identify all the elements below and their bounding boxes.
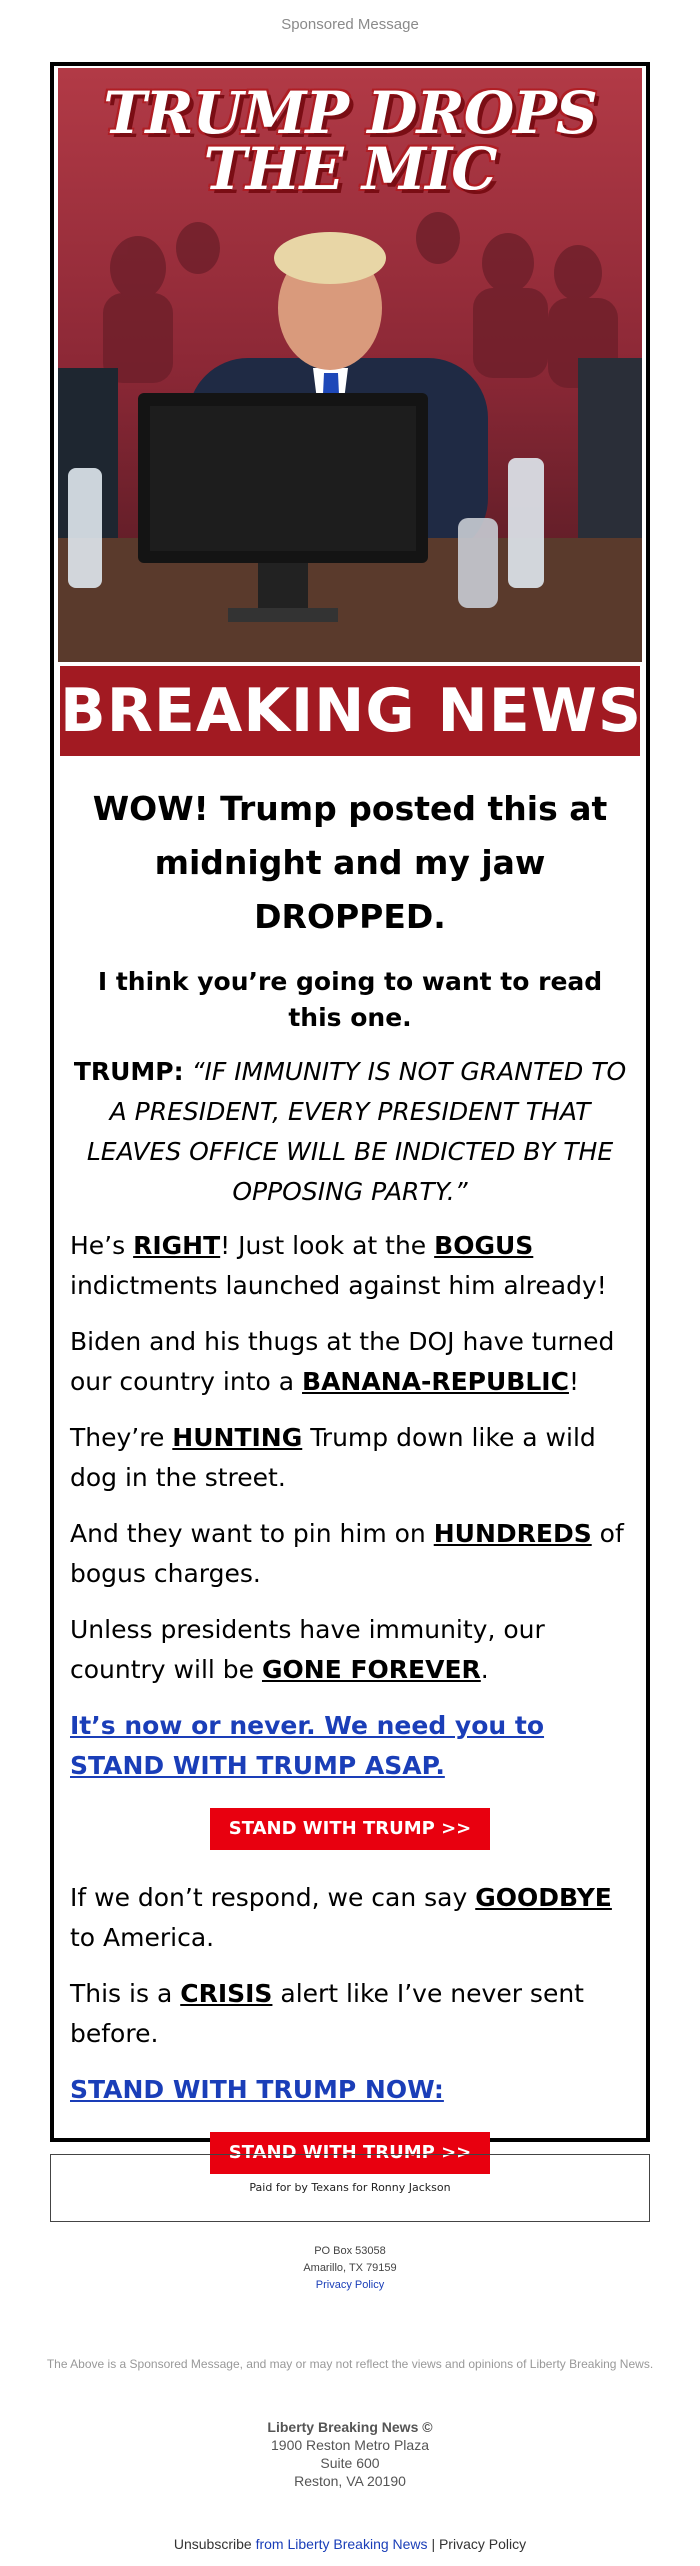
unsubscribe-link[interactable]: Unsubscribe bbox=[173, 2536, 252, 2552]
paragraph-hundreds: And they want to pin him on HUNDREDS of bogus charges. bbox=[70, 1519, 624, 1588]
stand-with-trump-button-1[interactable]: STAND WITH TRUMP >> bbox=[210, 1808, 490, 1850]
trump-quote bbox=[70, 1052, 630, 1212]
hero-image bbox=[58, 68, 642, 662]
breaking-news-banner: BREAKING NEWS bbox=[60, 666, 640, 756]
hero-title-line-1: TRUMP DROPS bbox=[103, 79, 597, 147]
headline: WOW! Trump posted this at midnight and my jaw DROPPED. bbox=[92, 789, 608, 936]
email-card bbox=[50, 62, 650, 2163]
from-publisher-link[interactable]: from Liberty Breaking News bbox=[255, 2536, 428, 2552]
paragraph-banana-republic: Biden and his thugs at the DOJ have turned our country into a BANANA-REPUBLIC! bbox=[70, 1327, 615, 1396]
paragraph-hunting: They’re HUNTING Trump down like a wild dog in the street. bbox=[70, 1423, 596, 1492]
sponsored-label: Sponsored Message bbox=[281, 16, 419, 33]
quote-text: “IF IMMUNITY IS NOT GRANTED TO A PRESIDENT, EVERY PRESIDENT THAT LEAVES OFFICE WILL BE INDICTED BY THE OPPOSING PARTY.” bbox=[86, 1057, 627, 1206]
publisher-address bbox=[0, 2418, 700, 2490]
paragraph-gone-forever: Unless presidents have immunity, our country will be GONE FOREVER. bbox=[70, 1615, 545, 1684]
publisher-address-line-1: 1900 Reston Metro Plaza bbox=[271, 2437, 429, 2453]
unsubscribe-bar bbox=[0, 2536, 700, 2552]
po-box: PO Box 53058 bbox=[314, 2245, 386, 2257]
stand-with-trump-button-2[interactable]: STAND WITH TRUMP >> bbox=[210, 2132, 490, 2174]
quote-label: TRUMP: bbox=[73, 1057, 184, 1086]
paid-for-box: Paid for by Texans for Ronny Jackson bbox=[50, 2154, 650, 2222]
publisher-address-line-2: Suite 600 bbox=[320, 2455, 380, 2471]
paragraph-crisis: This is a CRISIS alert like I’ve never sent before. bbox=[70, 1979, 584, 2048]
footer-privacy-link[interactable]: Privacy Policy bbox=[438, 2536, 527, 2552]
publisher-address-line-3: Reston, VA 20190 bbox=[294, 2473, 406, 2489]
sender-address bbox=[0, 2243, 700, 2294]
separator: | bbox=[431, 2536, 436, 2552]
paragraph-right: He’s RIGHT! Just look at the BOGUS indictments launched against him already! bbox=[70, 1231, 607, 1300]
paragraph-goodbye: If we don’t respond, we can say GOODBYE to America. bbox=[70, 1883, 612, 1952]
privacy-policy-link[interactable]: Privacy Policy bbox=[315, 2279, 385, 2291]
subhead: I think you’re going to want to read this one. bbox=[97, 967, 603, 1032]
stand-with-trump-link[interactable]: It’s now or never. We need you to STAND WITH TRUMP ASAP. bbox=[70, 1711, 545, 1780]
city-line: Amarillo, TX 79159 bbox=[303, 2262, 397, 2274]
disclaimer: The Above is a Sponsored Message, and may or may not reflect the views and opinions of Liberty Breaking News. bbox=[46, 2357, 654, 2371]
hero-title-line-2: THE MIC bbox=[203, 135, 497, 203]
message-body bbox=[70, 782, 630, 2202]
stand-with-trump-now-link[interactable]: STAND WITH TRUMP NOW: bbox=[70, 2075, 444, 2104]
publisher-name: Liberty Breaking News © bbox=[267, 2419, 433, 2435]
